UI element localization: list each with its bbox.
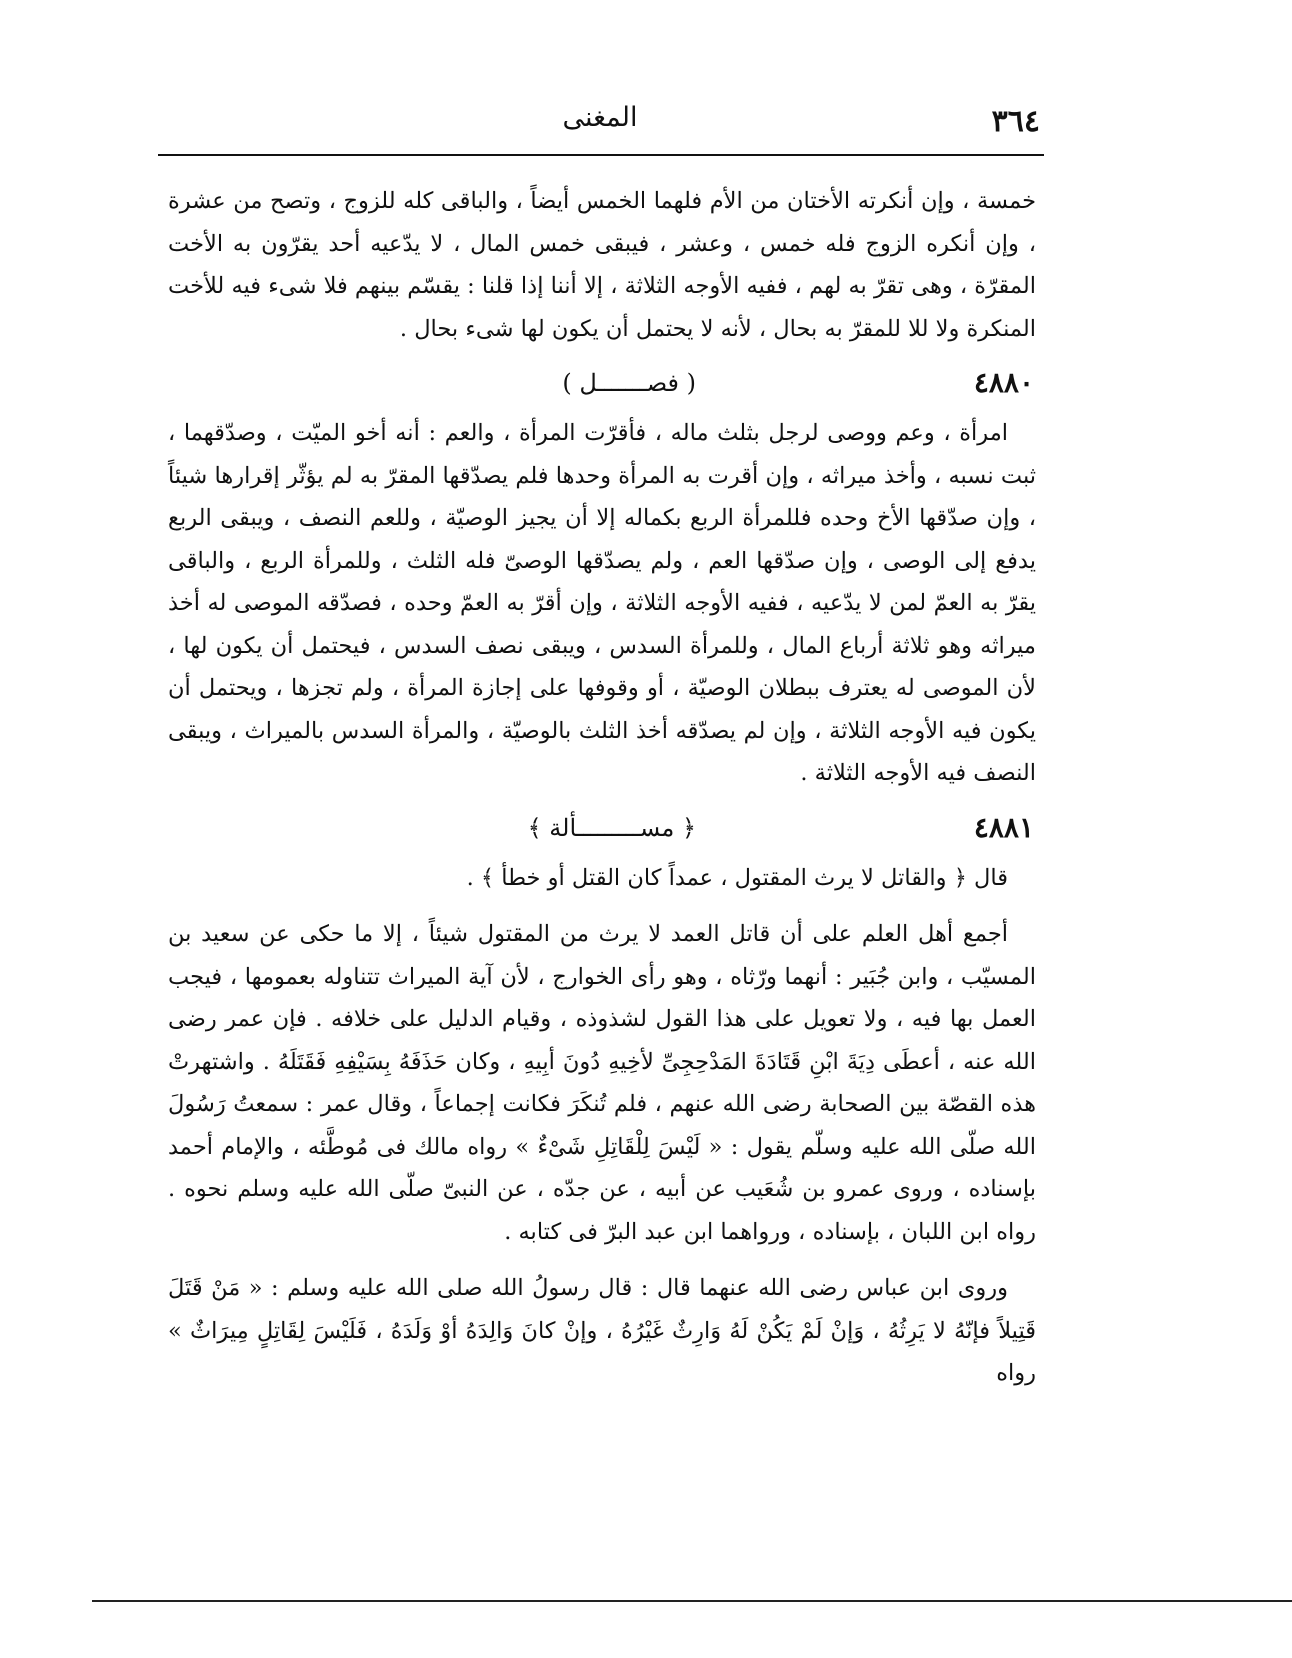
section-title: ( فصـــــــل ): [562, 369, 696, 397]
running-title: المغنى: [562, 102, 638, 133]
header-divider: [158, 154, 1044, 156]
page-number: ٣٦٤: [991, 104, 1040, 139]
paragraph-consensus: أجمع أهل العلم على أن قاتل العمد لا يرث من المقتول شيئاً ، إلا ما حكى عن سعيد بن المسيّب ، وابن جُبَير : أنهما ورّثاه ، وهو رأى الخوارج ، لأن آية الميراث تتناوله بعمومها ، فيجب العمل بها فيه ، ولا تعويل على هذا القول لشذوذه ، وقيام الدليل على خلافه . فإن عمر رضى الله عنه ، أعطَى دِيَةَ ابْنِ قَتَادَةَ المَدْحِجِىِّ لأخِيهِ دُونَ أبِيهِ ، وكان حَذَفَهُ بِسَيْفِهِ فَقَتَلَهُ . واشتهرتْ هذه القصّة بين الصحابة رضى الله عنهم ، فلم تُنكَرَ فكانت إجماعاً ، وقال عمر : سمعتُ رَسُولَ الله صلّى الله عليه وسلّم يقول : « لَيْسَ لِلْقَاتِلِ شَىْءٌ » رواه مالك فى مُوطَّئه ، والإمام أحمد بإسناده ، وروى عمرو بن شُعَيب عن أبيه ، عن جدّه ، عن النبىّ صلّى الله عليه وسلم نحوه . رواه ابن اللبان ، بإسناده ، ورواهما ابن عبد البرّ فى كتابه .: [168, 921, 1036, 1245]
section-heading-fasl: [168, 362, 1036, 408]
page-body: [168, 180, 1036, 1395]
footer-divider: [92, 1600, 1292, 1602]
paragraph-continuation: خمسة ، وإن أنكرته الأختان من الأم فلهما الخمس أيضاً ، والباقى كله للزوج ، وتصح من عشرة ، وإن أنكره الزوج فله خمس ، وعشر ، فيبقى خمس المال ، لا يدّعيه أحد يقرّون به الأخت المقرّة ، وهى تقرّ به لهم ، ففيه الأوجه الثلاثة ، إلا أننا إذا قلنا : يقسّم بينهم فلا شىء فيه للأخت المنكرة ولا للا للمقرّ به بحال ، لأنه لا يحتمل أن يكون لها شىء بحال .: [168, 188, 1036, 342]
page-header: [160, 100, 1040, 144]
paragraph-gap: [168, 899, 1036, 913]
paragraph-matn-quote: قال ﴿ والقاتل لا يرث المقتول ، عمداً كان القتل أو خطأ ﴾ .: [466, 864, 1008, 891]
paragraph-gap: [168, 1253, 1036, 1267]
section-title: ﴿ مســـــــــألة ﴾: [527, 813, 696, 842]
paragraph-inheritance-case: امرأة ، وعم ووصى لرجل بثلث ماله ، فأقرّت المرأة ، والعم : أنه أخو الميّت ، وصدّقهما ، ثبت نسبه ، وأخذ ميراثه ، وإن أقرت به المرأة وحدها فلم يصدّقها المقرّ به لم يؤثّر إقرارها شيئاً ، وإن صدّقها الأخ وحده فللمرأة الربع بكماله إلا أن يجيز الوصيّة ، وللعم النصف ، ويبقى الربع يدفع إلى الوصى ، وإن صدّقها العم ، ولم يصدّقها الوصىّ فله الثلث ، وللمرأة الربع ، والباقى يقرّ به العمّ لمن لا يدّعيه ، ففيه الأوجه الثلاثة ، وإن أقرّ به العمّ وحده ، فصدّقه الموصى له أخذ ميراثه وهو ثلاثة أرباع المال ، وللمرأة السدس ، ويبقى نصف السدس ، فيحتمل أن يكون لها ، لأن الموصى له يعترف ببطلان الوصيّة ، أو وقوفها على إجازة المرأة ، ولم تجزها ، ويحتمل أن يكون فيه الأوجه الثلاثة ، وإن لم يصدّقه أخذ الثلث بالوصيّة ، والمرأة السدس بالميراث ، ويبقى النصف فيه الأوجه الثلاثة .: [168, 420, 1036, 786]
section-heading-masala: [168, 807, 1036, 853]
section-number: ٤٨٨٠: [973, 366, 1034, 399]
paragraph-hadith: وروى ابن عباس رضى الله عنهما قال : قال رسولُ الله صلى الله عليه وسلم : « مَنْ قَتَلَ قَتِيلاً فإنّهُ لا يَرِثُهُ ، وَإنْ لَمْ يَكُنْ لَهُ وَارِثٌ غَيْرُهُ ، وإنْ كانَ وَالِدَهُ أوْ وَلَدَهُ ، فَلَيْسَ لِقَاتِلٍ مِيرَاثٌ » رواه: [168, 1275, 1036, 1386]
section-number: ٤٨٨١: [973, 810, 1034, 844]
